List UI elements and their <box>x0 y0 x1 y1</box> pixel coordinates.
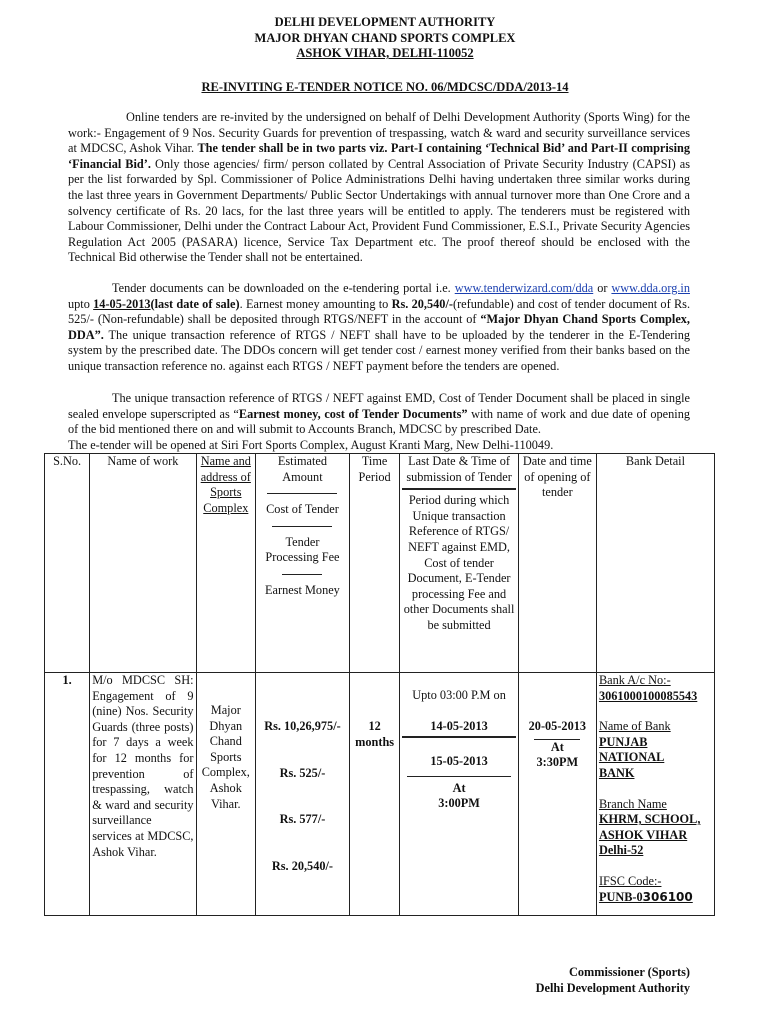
row-open-date: 20-05-2013 <box>528 719 587 733</box>
cost-tender-label: Cost of Tender <box>266 502 339 517</box>
header-address: ASHOK VIHAR, DELHI-110052 <box>296 46 474 60</box>
emd-amount: Rs. 20,540/- <box>391 296 453 311</box>
para2-upto: upto <box>68 296 94 311</box>
earnest-money-label: Earnest Money <box>265 582 340 597</box>
col-opening: Date and time of opening of tender <box>518 454 596 673</box>
signature-title: Commissioner (Sports) <box>568 965 690 979</box>
dda-link[interactable]: www.dda.org.in <box>611 281 690 295</box>
notice-title: RE-INVITING E-TENDER NOTICE NO. 06/MDCSC/DDA/2013-14 <box>201 80 569 94</box>
para1-bold: The tender shall be in two parts viz. Part-I containing ‘Technical Bid’ and Part-II comprising ‘Financial Bid’. <box>68 141 690 171</box>
col-time: Time Period <box>349 454 400 673</box>
processing-fee-label: Tender Processing Fee <box>265 534 340 565</box>
row-dates <box>400 673 518 916</box>
bank-ac-label: Bank A/c No:- <box>598 673 671 687</box>
col-work: Name of work <box>90 454 196 673</box>
tender-table <box>44 453 715 916</box>
row-cost: Rs. 525/- <box>279 765 326 780</box>
para2-text-c: (refundable) and cost of tender document of Rs. 525/- (Non-refundable) shall be deposited through RTGS/NEFT in the account of <box>68 296 691 327</box>
para2-text-d: The unique transaction reference of RTGS / NEFT shall have to be uploaded by the tenderer in the E-Tendering system by the prescribed date. The DDOs concern will get tender cost / earnest money verified from their banks based on the unique transaction reference no. against each RTGS / NEFT payment before the tenders are opened. <box>68 327 690 373</box>
row-opening <box>518 673 596 916</box>
para3-text-a: The unique transaction reference of RTGS / NEFT against EMD, Cost of Tender Document shall be placed in single sealed envelope superscripted as “ <box>68 391 690 421</box>
last-sale-date: 14-05-2013 <box>93 296 151 311</box>
branch-label: Branch Name <box>598 796 667 811</box>
para1-text-a: Online tenders are re-invited by the undersigned on behalf of Delhi Development Authority (Sports Wing) for the work:- Engagement of 9 Nos. Security Guards for prevention of trespassing, watch & ward and security surveillance services at MDCSC, Ashok Vihar. <box>68 110 690 156</box>
last-date-label: Last Date & Time of submission of Tender <box>406 454 512 484</box>
row-time <box>349 673 400 916</box>
period-label: Period during which Unique transaction Reference of RTGS/ NEFT against EMD, Cost of tender Document, E-Tender processing Fee and other Documents shall be submitted <box>403 493 515 632</box>
paragraph-envelope <box>68 391 690 438</box>
tenderwizard-link[interactable]: www.tenderwizard.com/dda <box>454 281 594 295</box>
bank-name-label: Name of Bank <box>598 719 671 734</box>
col-last-date <box>400 454 518 673</box>
header-complex: MAJOR DHYAN CHAND SPORTS COMPLEX <box>254 31 516 45</box>
row-time-text: 12 months <box>355 719 395 749</box>
paragraph-opening-venue: The e-tender will be opened at Siri Fort Sports Complex, August Kranti Marg, New Delhi-110049. <box>68 438 554 452</box>
para2-text-a: Tender documents can be downloaded on the e-tendering portal i.e. <box>112 281 455 295</box>
row-period-date: 15-05-2013 <box>430 754 488 769</box>
row-at: At <box>452 780 466 795</box>
para3-text-b: with name of work and due date of opening of the bid mentioned there on and will submit to Accounts Branch, MDCSC by prescribed Date. <box>68 406 691 437</box>
paragraph-download <box>68 281 690 375</box>
para3-bold: Earnest money, cost of Tender Documents” <box>238 406 468 421</box>
ifsc-code <box>599 890 712 906</box>
paragraph-eligibility <box>68 110 690 266</box>
signature-org: Delhi Development Authority <box>535 981 690 995</box>
row-sno: 1. <box>45 673 90 916</box>
row-complex-text: Major Dhyan Chand Sports Complex, Ashok Vihar. <box>201 703 250 811</box>
ifsc-label: IFSC Code:- <box>598 873 662 888</box>
para2-or: or <box>593 281 612 295</box>
col-name-address: Name and address of Sports Complex <box>196 454 256 673</box>
table-header-row <box>45 454 715 673</box>
last-sale-label: (last date of sale) <box>150 296 240 311</box>
para1-text-c: Only those agencies/ firm/ person collated by Central Association of Private Security Industry (CAPSI) as per the list forwarded by Spl. Commissioner of Police Administrations Delhi having undertaken three similar works during the last three years in Government Departments/ Public Sector Undertakings with annual turnover more than One Crore and a solvency certificate of Rs. 20 lacs, for the last three years will be entitled to apply. The tenderers must be registered with Labour Commissioner, Delhi under the Contract Labour Act, Provident Fund Commissioner, E.S.I., Private Security Agencies Regulation Act 2005 (PASARA) licence, Service Tax Department etc. The proof thereof should be enclosed with the Technical Bid otherwise the Tender shall not be entertained. <box>68 156 690 265</box>
estimated-label: Estimated Amount <box>277 454 328 484</box>
table-row <box>45 673 715 916</box>
row-work: M/o MDCSC SH: Engagement of 9 (nine) Nos. Security Guards (three posts) for 7 days a week for 12 months for prevention of trespassing, watch & ward and security surveillance services at MDCSC, Ashok Vihar. <box>90 673 196 916</box>
col-estimated <box>256 454 350 673</box>
row-last-date: 14-05-2013 <box>430 718 488 733</box>
account-name: “Major Dhyan Chand Sports Complex, DDA”. <box>68 312 690 342</box>
para2-text-b: . Earnest money amounting to <box>239 296 392 311</box>
row-complex <box>196 673 256 916</box>
row-estimated: Rs. 10,26,975/- <box>264 719 341 733</box>
row-bank <box>596 673 714 916</box>
col-bank: Bank Detail <box>596 454 714 673</box>
row-amounts <box>256 673 350 916</box>
row-fee: Rs. 577/- <box>279 812 326 827</box>
bank-name: PUNJAB NATIONAL BANK <box>598 734 665 780</box>
ifsc-prefix: PUNB-0 <box>598 889 643 904</box>
row-open-at: At <box>550 739 564 754</box>
col-sno: S.No. <box>45 454 90 673</box>
ifsc-number: 306100 <box>642 889 693 904</box>
bank-ac-number: 3061000100085543 <box>598 688 698 703</box>
row-emd: Rs. 20,540/- <box>271 858 334 873</box>
row-period-time: 3:00PM <box>438 796 480 811</box>
branch-name: KHRM, SCHOOL, ASHOK VIHAR Delhi-52 <box>598 812 701 858</box>
row-upto: Upto 03:00 P.M on <box>412 688 506 702</box>
row-open-time: 3:30PM <box>536 755 579 770</box>
header-org: DELHI DEVELOPMENT AUTHORITY <box>274 15 496 29</box>
